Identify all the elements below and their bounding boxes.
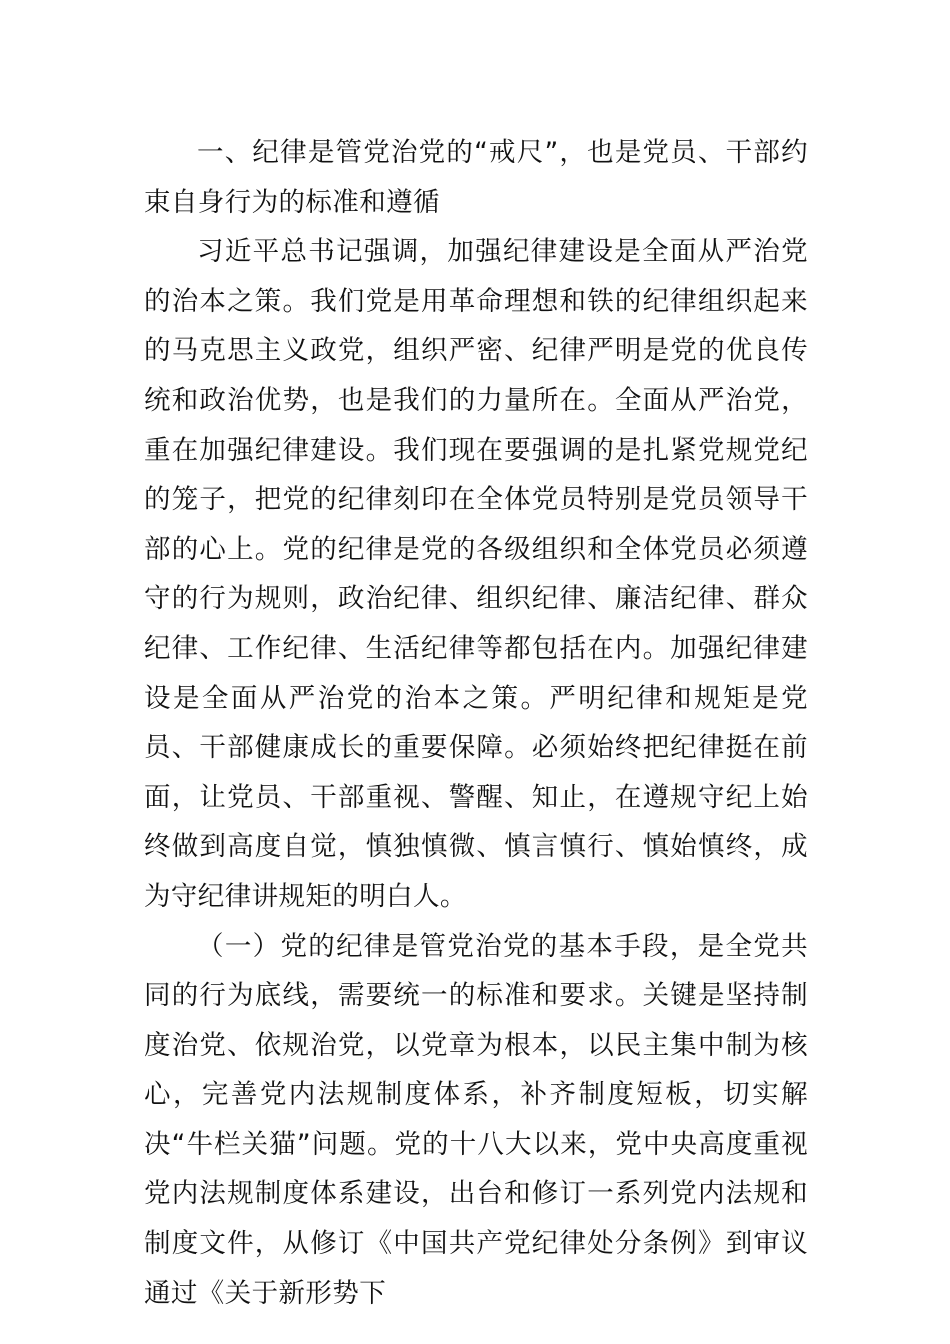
body-paragraph: （一）党的纪律是管党治党的基本手段，是全党共同的行为底线，需要统一的标准和要求。关键是坚持制度治党、依规治党，以党章为根本，以民主集中制为核心，完善党内法规制度体系，补齐制度短板，切实解决“牛栏关猫”问题。党的十八大以来，党中央高度重视党内法规制度体系建设，出台和修订一系列党内法规和制度文件，从修订《中国共产党纪律处分条例》到审议通过《关于新形势下 <box>144 930 808 1309</box>
body-paragraph: 习近平总书记强调，加强纪律建设是全面从严治党的治本之策。我们党是用革命理想和铁的纪律组织起来的马克思主义政党，组织严密、纪律严明是党的优良传统和政治优势，也是我们的力量所在。全面从严治党，重在加强纪律建设。我们现在要强调的是扎紧党规党纪的笼子，把党的纪律刻印在全体党员特别是党员领导干部的心上。党的纪律是党的各级组织和全体党员必须遵守的行为规则，政治纪律、组织纪律、廉洁纪律、群众纪律、工作纪律、生活纪律等都包括在内。加强纪律建设是全面从严治党的治本之策。严明纪律和规矩是党员、干部健康成长的重要保障。必须始终把纪律挺在前面，让党员、干部重视、警醒、知止，在遵规守纪上始终做到高度自觉，慎独慎微、慎言慎行、慎始慎终，成为守纪律讲规矩的明白人。 <box>144 236 808 912</box>
section-heading: 一、纪律是管党治党的“戒尺”，也是党员、干部约束自身行为的标准和遵循 <box>144 137 808 218</box>
document-body <box>144 128 808 1318</box>
